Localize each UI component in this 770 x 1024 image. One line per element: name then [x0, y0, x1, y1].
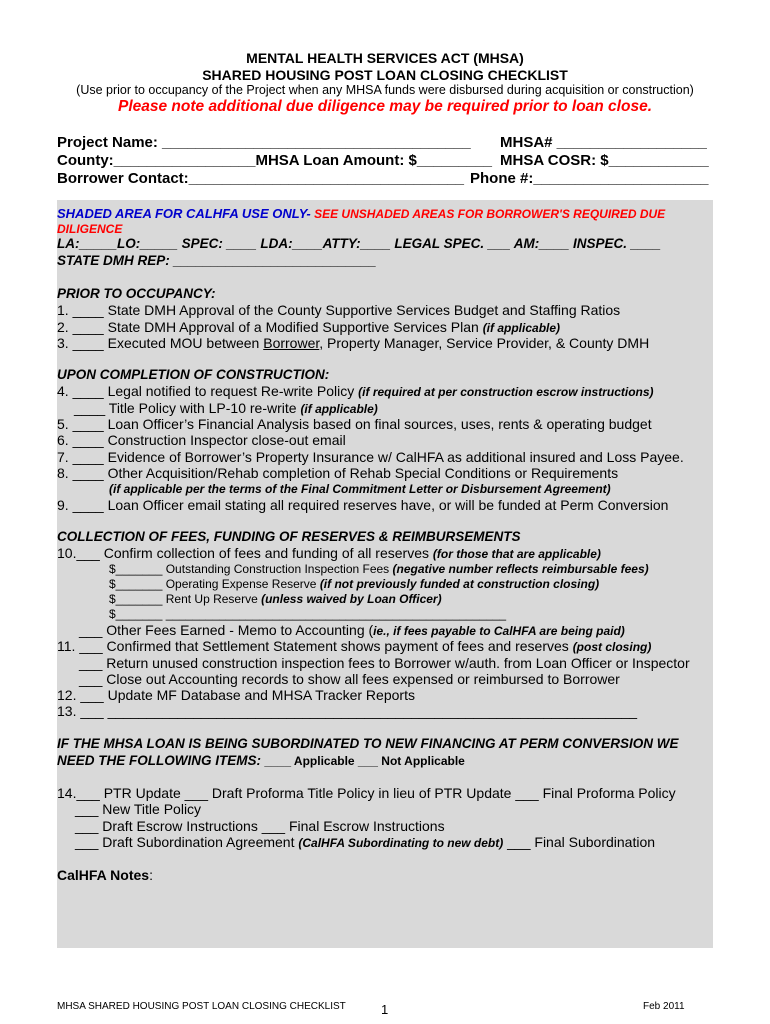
fees-item-11b[interactable]: ___ Return unused construction inspection fees to Borrower w/auth. from Loan Officer or Inspector: [79, 655, 690, 671]
page-number: 1: [381, 1002, 389, 1017]
construction-item-8-note: (if applicable per the terms of the Final Commitment Letter or Disbursement Agreement): [109, 482, 611, 496]
construction-item-4b[interactable]: ____ Title Policy with LP-10 re-write (if applicable): [74, 400, 378, 416]
prior-item-1[interactable]: 1. ____ State DMH Approval of the County Supportive Services Budget and Staffing Ratios: [57, 302, 621, 318]
fees-item-11[interactable]: 11. ___ Confirmed that Settlement Statement shows payment of fees and reserves (post closing): [57, 638, 652, 654]
fees-sub-rentup[interactable]: $_______ Rent Up Reserve (unless waived by Loan Officer): [109, 592, 442, 606]
subordination-item-14[interactable]: 14.___ PTR Update ___ Draft Proforma Title Policy in lieu of PTR Update ___ Final Proforma Policy: [57, 785, 676, 801]
mhsa-number-field[interactable]: MHSA# __________________: [500, 134, 707, 151]
title-line-1: MENTAL HEALTH SERVICES ACT (MHSA): [246, 50, 524, 66]
subordination-item-14d[interactable]: ___ Draft Subordination Agreement (CalHFA Subordinating to new debt) ___ Final Subordination: [75, 834, 656, 850]
calhfa-notes[interactable]: CalHFA Notes:: [57, 867, 153, 883]
subtitle: (Use prior to occupancy of the Project when any MHSA funds were disbursed during acquisition or construction): [76, 83, 694, 97]
borrower-contact-field[interactable]: Borrower Contact:_________________________________: [57, 170, 464, 187]
county-loan-amount-field[interactable]: County:_________________MHSA Loan Amount: $_________: [57, 152, 492, 169]
mhsa-cosr-field[interactable]: MHSA COSR: $____________: [500, 152, 709, 169]
fees-item-11c[interactable]: ___ Close out Accounting records to show all fees expensed or reimbursed to Borrower: [79, 671, 620, 687]
subordination-heading-2[interactable]: NEED THE FOLLOWING ITEMS: ____ Applicable ___ Not Applicable: [57, 753, 465, 768]
fees-item-10[interactable]: 10.___ Confirm collection of fees and funding of all reserves (for those that are applicable): [57, 545, 601, 561]
construction-item-6[interactable]: 6. ____ Construction Inspector close-out email: [57, 432, 346, 448]
construction-item-7[interactable]: 7. ____ Evidence of Borrower’s Property Insurance w/ CalHFA as additional insured and Loss Payee.: [57, 449, 684, 465]
construction-item-4[interactable]: 4. ____ Legal notified to request Re-write Policy (if required at per construction escrow instructions): [57, 383, 654, 399]
subordination-item-14c[interactable]: ___ Draft Escrow Instructions ___ Final Escrow Instructions: [75, 818, 445, 834]
subordination-heading: IF THE MHSA LOAN IS BEING SUBORDINATED TO NEW FINANCING AT PERM CONVERSION WE: [57, 736, 679, 751]
fees-item-13[interactable]: 13. ___ ____________________________________________________________________: [57, 703, 638, 719]
title-line-2: SHARED HOUSING POST LOAN CLOSING CHECKLIST: [202, 67, 568, 83]
prior-heading: PRIOR TO OCCUPANCY:: [57, 286, 216, 301]
footer-title: MHSA SHARED HOUSING POST LOAN CLOSING CHECKLIST: [57, 1001, 346, 1012]
construction-item-8[interactable]: 8. ____ Other Acquisition/Rehab completion of Rehab Special Conditions or Requirements: [57, 465, 619, 481]
construction-item-9[interactable]: 9. ____ Loan Officer email stating all required reserves have, or will be funded at Perm Conversion: [57, 497, 669, 513]
footer-date: Feb 2011: [643, 1001, 685, 1012]
subordination-item-14b[interactable]: ___ New Title Policy: [75, 801, 202, 817]
dmh-rep-line[interactable]: STATE DMH REP: ___________________________: [57, 253, 377, 268]
fees-other-earned[interactable]: ___ Other Fees Earned - Memo to Accounting (ie., if fees payable to CalHFA are being paid): [79, 622, 625, 638]
fees-heading: COLLECTION OF FEES, FUNDING OF RESERVES & REIMBURSEMENTS: [57, 529, 521, 544]
fees-item-12[interactable]: 12. ___ Update MF Database and MHSA Tracker Reports: [57, 687, 415, 703]
construction-item-5[interactable]: 5. ____ Loan Officer’s Financial Analysis based on final sources, uses, rents & operating budget: [57, 416, 652, 432]
shaded-area-label-cont: DILIGENCE: [57, 222, 123, 236]
due-diligence-notice: Please note additional due diligence may be required prior to loan close.: [117, 98, 653, 115]
fees-sub-other[interactable]: $_______ ___________________________________________________: [109, 607, 507, 621]
shaded-area-label: SHADED AREA FOR CALHFA USE ONLY- SEE UNSHADED AREAS FOR BORROWER'S REQUIRED DUE: [57, 206, 666, 221]
roles-line[interactable]: LA:_____LO:_____ SPEC: ____ LDA:____ATTY:____ LEGAL SPEC. ___ AM:____ INSPEC. ____: [57, 236, 661, 251]
construction-heading: UPON COMPLETION OF CONSTRUCTION:: [57, 367, 330, 382]
fees-sub-inspection[interactable]: $_______ Outstanding Construction Inspection Fees (negative number reflects reimbursable fees): [109, 562, 649, 576]
prior-item-3[interactable]: 3. ____ Executed MOU between Borrower, Property Manager, Service Provider, & County DMH: [57, 335, 650, 351]
phone-field[interactable]: Phone #:_____________________: [470, 170, 709, 187]
project-name-field[interactable]: Project Name: _____________________________________: [57, 134, 471, 151]
fees-sub-operating[interactable]: $_______ Operating Expense Reserve (if not previously funded at construction closing): [109, 577, 600, 591]
prior-item-2[interactable]: 2. ____ State DMH Approval of a Modified Supportive Services Plan (if applicable): [57, 319, 561, 335]
